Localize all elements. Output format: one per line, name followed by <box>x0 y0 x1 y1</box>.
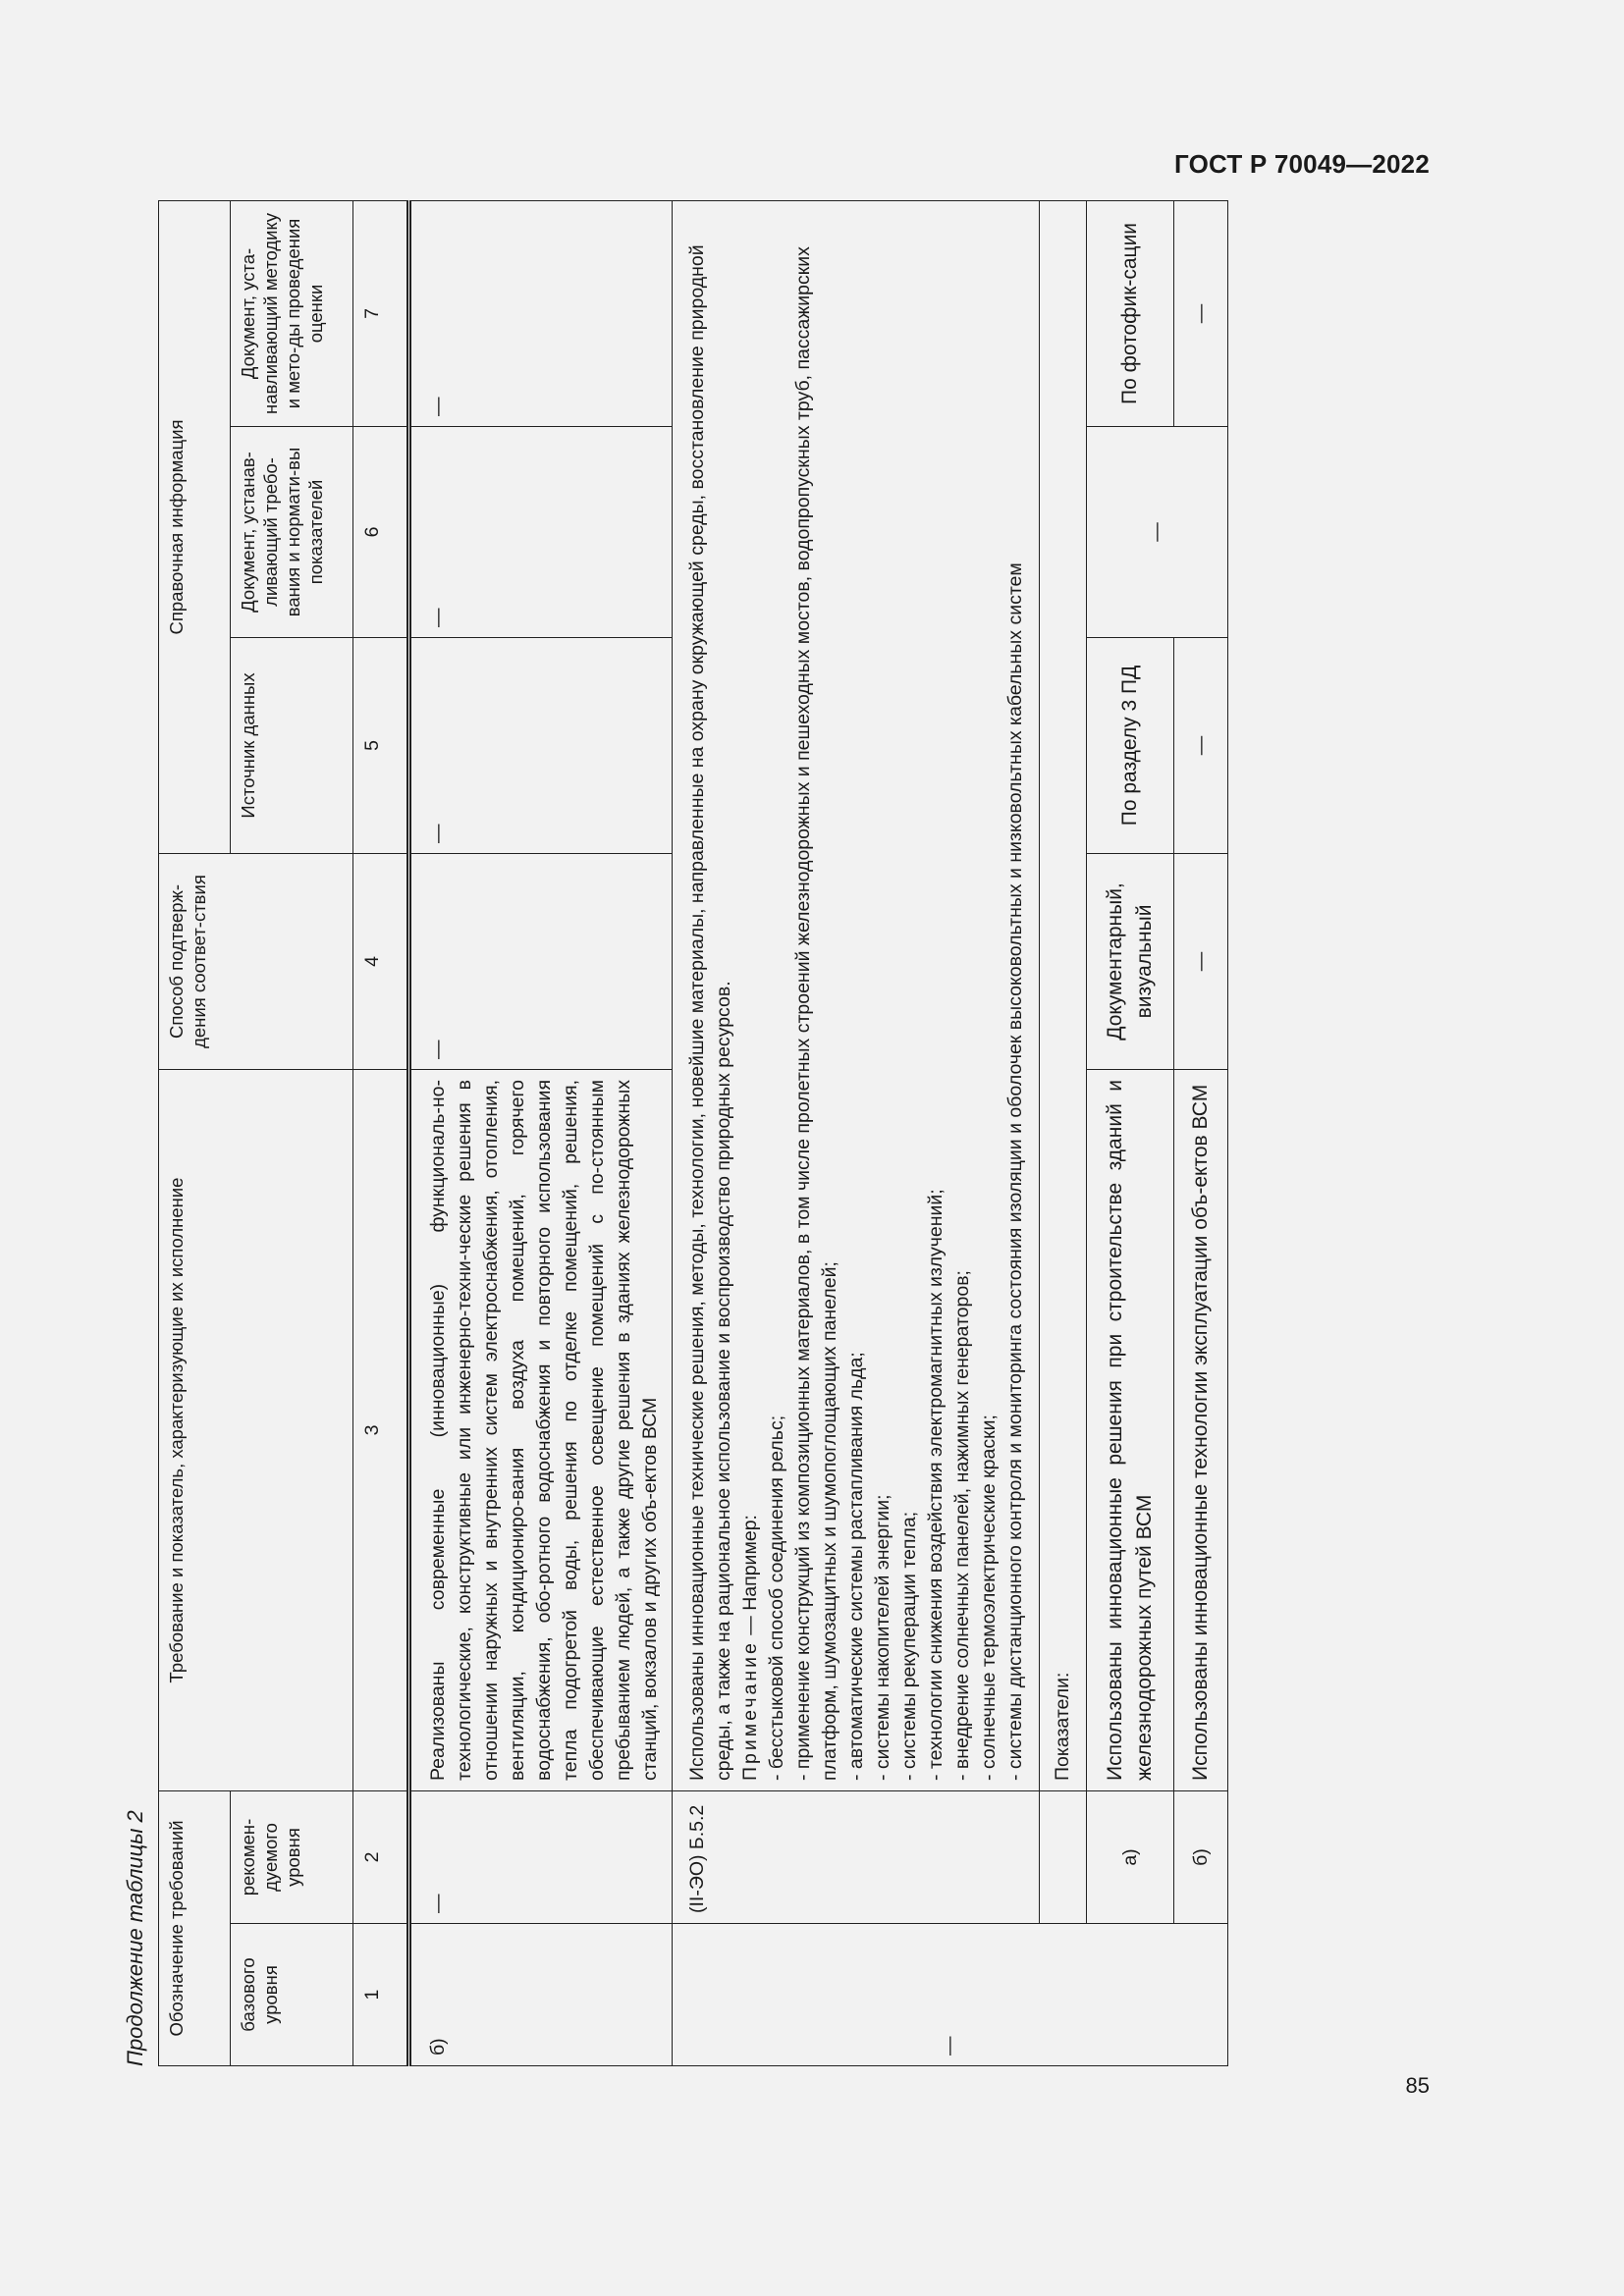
method-document-header: Документ, уста-навливающий методику и мето-ды проведения оценки <box>231 200 353 426</box>
requirement-cell: Реализованы современные (инновационные) функциональ-но-технологические, конструктивные или инженерно-техни-ческие решения в отношении наружных и внутренних систем электроснабжения, отопления, вентиляции, кондициониро-вания воздуха помещений, горячего водоснабжения, обо-ротного водоснабжения и повторного использования тепла подогретой воды, решения по отделке помещений, решения, обеспечивающие естественное освещение помещений с по-стоянным пребыванием людей, а также другие решения в зданиях железнодорожных станций, вокзалов и других объ-ектов ВСМ <box>409 1069 673 1790</box>
rotated-table-sheet <box>113 201 1429 2066</box>
recommended-level-cell: а) <box>1087 1790 1174 1923</box>
list-item: - системы дистанционного контроля и мониторинга состояния изоляции и оболочек высоковольтных и низковольтных кабельных систем <box>1004 562 1026 1781</box>
data-source-header: Источник данных <box>231 637 353 853</box>
column-number-row <box>353 200 409 2065</box>
list-item: - системы накопителей энергии; <box>872 1494 893 1781</box>
confirmation-method-header: Способ подтверж-дения соответ-ствия <box>159 853 353 1069</box>
confirmation-method-cell: Документарный, визуальный <box>1087 853 1174 1069</box>
note-intro: — Например: <box>739 1515 761 1641</box>
standard-designation: ГОСТ Р 70049—2022 <box>1174 149 1430 179</box>
basic-level-cell: б) <box>409 1924 673 2066</box>
list-item: - технологии снижения воздействия электромагнитных излучений; <box>925 1189 947 1781</box>
examples-list <box>764 211 1029 1781</box>
requirements-table <box>158 200 1228 2066</box>
list-item: - солнечные термоэлектрические краски; <box>978 1415 1000 1781</box>
table-continuation-caption: Продолжение таблицы 2 <box>123 1810 147 2066</box>
column-number: 5 <box>353 637 409 853</box>
designation-header: Обозначение требований <box>159 1790 231 2065</box>
requirement-header: Требование и показатель, характеризующие их исполнение <box>159 1069 353 1790</box>
note-line <box>737 211 764 1781</box>
column-number: 6 <box>353 426 409 637</box>
list-item: - применение конструкций из композиционных материалов, в том числе пролетных строений железнодорожных и пешеходных мостов, водопропускных труб, пассажирских платформ, шумозащитных и шумопоглощающих панелей; <box>792 246 840 1781</box>
method-document-cell: По фотофик-сации <box>1087 200 1174 426</box>
reference-info-header: Справочная информация <box>159 200 231 853</box>
recommended-level-header: рекомен-дуемого уровня <box>231 1790 353 1923</box>
data-source-cell: — <box>409 637 673 853</box>
column-number: 7 <box>353 200 409 426</box>
data-source-cell: По разделу 3 ПД <box>1087 637 1174 853</box>
innovation-requirement-cell <box>673 200 1040 1790</box>
basic-level-cell: — <box>673 1924 1228 2066</box>
list-item: - бесстыковой способ соединения рельс; <box>766 1415 787 1781</box>
recommended-level-cell: — <box>409 1790 673 1923</box>
requirement-text: Использованы инновационные технические решения, методы, технологии, новейшие материалы, направленные на охрану окружающей среды, восстановление природной среды, а также на рациональное использование и воспроизводство природных ресурсов. <box>686 244 734 1781</box>
table-row <box>1087 200 1174 2065</box>
requirement-cell: Использованы инновационные решения при строительстве зданий и железнодорожных путей ВСМ <box>1087 1069 1174 1790</box>
empty-cell <box>1040 1790 1087 1923</box>
list-item: - системы рекуперации тепла; <box>898 1511 920 1781</box>
requirements-document-cell: — <box>1087 426 1228 637</box>
confirmation-method-cell: — <box>1174 853 1228 1069</box>
requirement-cell: Использованы инновационные технологии эксплуатации объ-ектов ВСМ <box>1174 1069 1228 1790</box>
indicators-label: Показатели: <box>1040 200 1087 1790</box>
requirements-document-cell: — <box>409 426 673 637</box>
requirements-document-header: Документ, устанав-ливающий требо-вания и нормати-вы показателей <box>231 426 353 637</box>
note-label: Примечание <box>739 1640 761 1781</box>
header-row-1 <box>159 200 231 2065</box>
column-number: 2 <box>353 1790 409 1923</box>
confirmation-method-cell: — <box>409 853 673 1069</box>
method-document-cell: — <box>409 200 673 426</box>
table-row <box>1040 200 1087 2065</box>
recommended-level-cell: (II-ЭО) Б.5.2 <box>673 1790 1040 1923</box>
basic-level-header: базового уровня <box>231 1924 353 2066</box>
column-number: 4 <box>353 853 409 1069</box>
list-item: - автоматические системы растапливания льда; <box>845 1352 867 1781</box>
recommended-level-cell: б) <box>1174 1790 1228 1923</box>
table-row <box>409 200 673 2065</box>
page-number: 85 <box>1405 2073 1430 2098</box>
data-source-cell: — <box>1174 637 1228 853</box>
column-number: 1 <box>353 1924 409 2066</box>
table-row <box>673 200 1040 2065</box>
list-item: - внедрение солнечных панелей, нажимных генераторов; <box>951 1270 973 1781</box>
column-number: 3 <box>353 1069 409 1790</box>
method-document-cell: — <box>1174 200 1228 426</box>
